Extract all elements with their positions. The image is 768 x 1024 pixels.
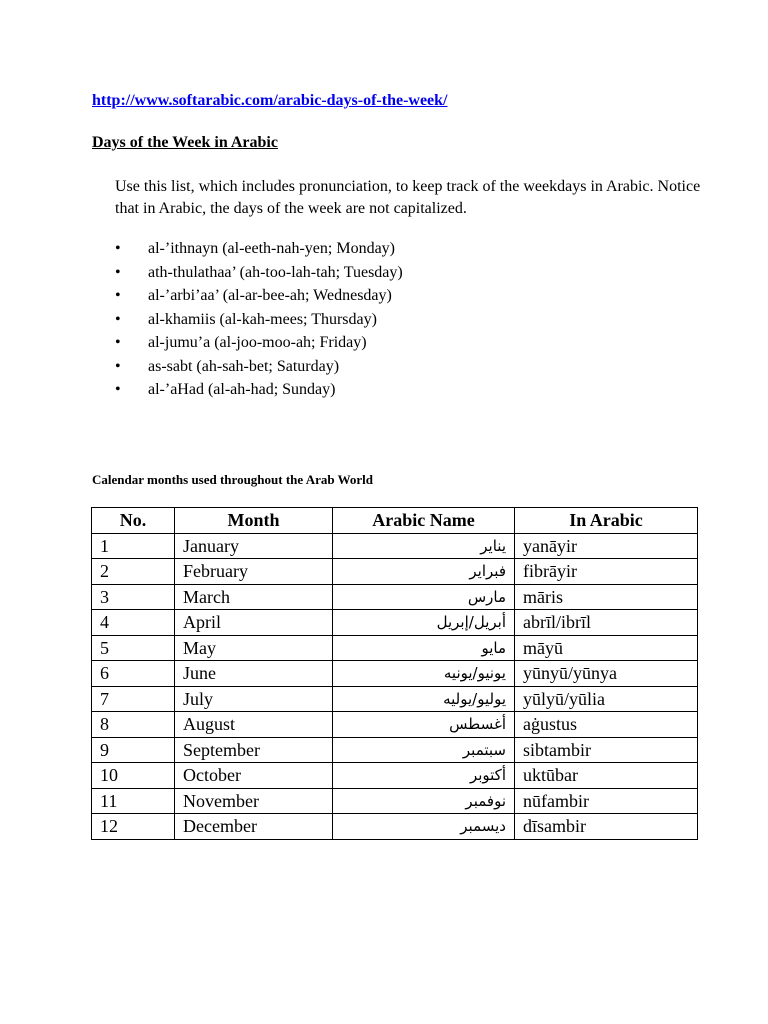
bullet-icon: •: [115, 263, 121, 281]
header-month: Month: [175, 508, 333, 534]
weekday-text: al-’arbi’aa’ (al-ar-bee-ah; Wednesday): [148, 287, 392, 304]
table-row: [92, 635, 698, 661]
cell-month: December: [175, 814, 333, 840]
source-link[interactable]: http://www.softarabic.com/arabic-days-of-the-week/: [92, 92, 448, 109]
cell-arabic-name: مايو: [333, 635, 515, 661]
table-row: [92, 814, 698, 840]
cell-arabic-name: يوليو/يوليه: [333, 686, 515, 712]
weekday-list: [115, 237, 403, 402]
table-row: [92, 533, 698, 559]
cell-in-arabic: yūnyū/yūnya: [515, 661, 698, 687]
cell-arabic-name: أبريل/إبريل: [333, 610, 515, 636]
cell-month: June: [175, 661, 333, 687]
table-header-row: [92, 508, 698, 534]
cell-month: October: [175, 763, 333, 789]
cell-arabic-name: أغسطس: [333, 712, 515, 738]
cell-no: 10: [92, 763, 175, 789]
list-item: [115, 237, 403, 261]
table-row: [92, 661, 698, 687]
cell-arabic-name: فبراير: [333, 559, 515, 585]
table-row: [92, 559, 698, 585]
weekday-text: al-’aHad (al-ah-had; Sunday): [148, 381, 336, 398]
cell-no: 8: [92, 712, 175, 738]
cell-month: May: [175, 635, 333, 661]
cell-no: 9: [92, 737, 175, 763]
table-row: [92, 712, 698, 738]
cell-month: November: [175, 788, 333, 814]
header-in-arabic: In Arabic: [515, 508, 698, 534]
bullet-icon: •: [115, 240, 121, 257]
cell-in-arabic: sibtambir: [515, 737, 698, 763]
list-item: [115, 261, 403, 285]
cell-month: February: [175, 559, 333, 585]
weekday-text: as-sabt (ah-sah-bet; Saturday): [148, 357, 340, 375]
cell-arabic-name: يونيو/يونيه: [333, 661, 515, 687]
cell-arabic-name: ديسمبر: [333, 814, 515, 840]
bullet-icon: •: [115, 334, 121, 351]
cell-month: January: [175, 533, 333, 559]
cell-in-arabic: yanāyir: [515, 533, 698, 559]
cell-in-arabic: māris: [515, 584, 698, 610]
header-arabic-name: Arabic Name: [333, 508, 515, 534]
bullet-icon: •: [115, 357, 121, 375]
cell-arabic-name: أكتوبر: [333, 763, 515, 789]
cell-no: 7: [92, 686, 175, 712]
cell-in-arabic: aġustus: [515, 712, 698, 738]
cell-in-arabic: dīsambir: [515, 814, 698, 840]
cell-no: 6: [92, 661, 175, 687]
cell-month: April: [175, 610, 333, 636]
page-title: Days of the Week in Arabic: [92, 134, 278, 151]
cell-no: 11: [92, 788, 175, 814]
weekday-text: ath-thulathaa’ (ah-too-lah-tah; Tuesday): [148, 263, 403, 281]
cell-no: 3: [92, 584, 175, 610]
table-row: [92, 584, 698, 610]
bullet-icon: •: [115, 310, 121, 328]
list-item: [115, 355, 403, 379]
cell-in-arabic: abrīl/ibrīl: [515, 610, 698, 636]
table-row: [92, 763, 698, 789]
cell-in-arabic: fibrāyir: [515, 559, 698, 585]
cell-no: 4: [92, 610, 175, 636]
months-table: [91, 507, 698, 840]
cell-no: 5: [92, 635, 175, 661]
cell-no: 1: [92, 533, 175, 559]
table-row: [92, 610, 698, 636]
cell-in-arabic: uktūbar: [515, 763, 698, 789]
table-caption: Calendar months used throughout the Arab World: [92, 472, 374, 487]
cell-in-arabic: nūfambir: [515, 788, 698, 814]
table-row: [92, 737, 698, 763]
table-body: [92, 533, 698, 839]
bullet-icon: •: [115, 381, 121, 398]
cell-month: March: [175, 584, 333, 610]
list-item: [115, 331, 403, 355]
cell-no: 12: [92, 814, 175, 840]
cell-arabic-name: نوفمبر: [333, 788, 515, 814]
list-item: [115, 284, 403, 308]
cell-arabic-name: يناير: [333, 533, 515, 559]
cell-in-arabic: yūlyū/yūlia: [515, 686, 698, 712]
intro-paragraph: Use this list, which includes pronunciation, to keep track of the weekdays in Arabic. Notice that in Arabic, the days of the week are not capitalized.: [115, 178, 701, 217]
cell-month: September: [175, 737, 333, 763]
cell-arabic-name: مارس: [333, 584, 515, 610]
weekday-text: al-jumu’a (al-joo-moo-ah; Friday): [148, 334, 367, 351]
cell-arabic-name: سبتمبر: [333, 737, 515, 763]
cell-no: 2: [92, 559, 175, 585]
cell-month: August: [175, 712, 333, 738]
list-item: [115, 378, 403, 402]
weekday-text: al-’ithnayn (al-eeth-nah-yen; Monday): [148, 240, 396, 257]
table-row: [92, 686, 698, 712]
list-item: [115, 308, 403, 332]
weekday-text: al-khamiis (al-kah-mees; Thursday): [148, 310, 377, 328]
table-row: [92, 788, 698, 814]
header-no: No.: [92, 508, 175, 534]
cell-in-arabic: māyū: [515, 635, 698, 661]
cell-month: July: [175, 686, 333, 712]
bullet-icon: •: [115, 287, 121, 304]
